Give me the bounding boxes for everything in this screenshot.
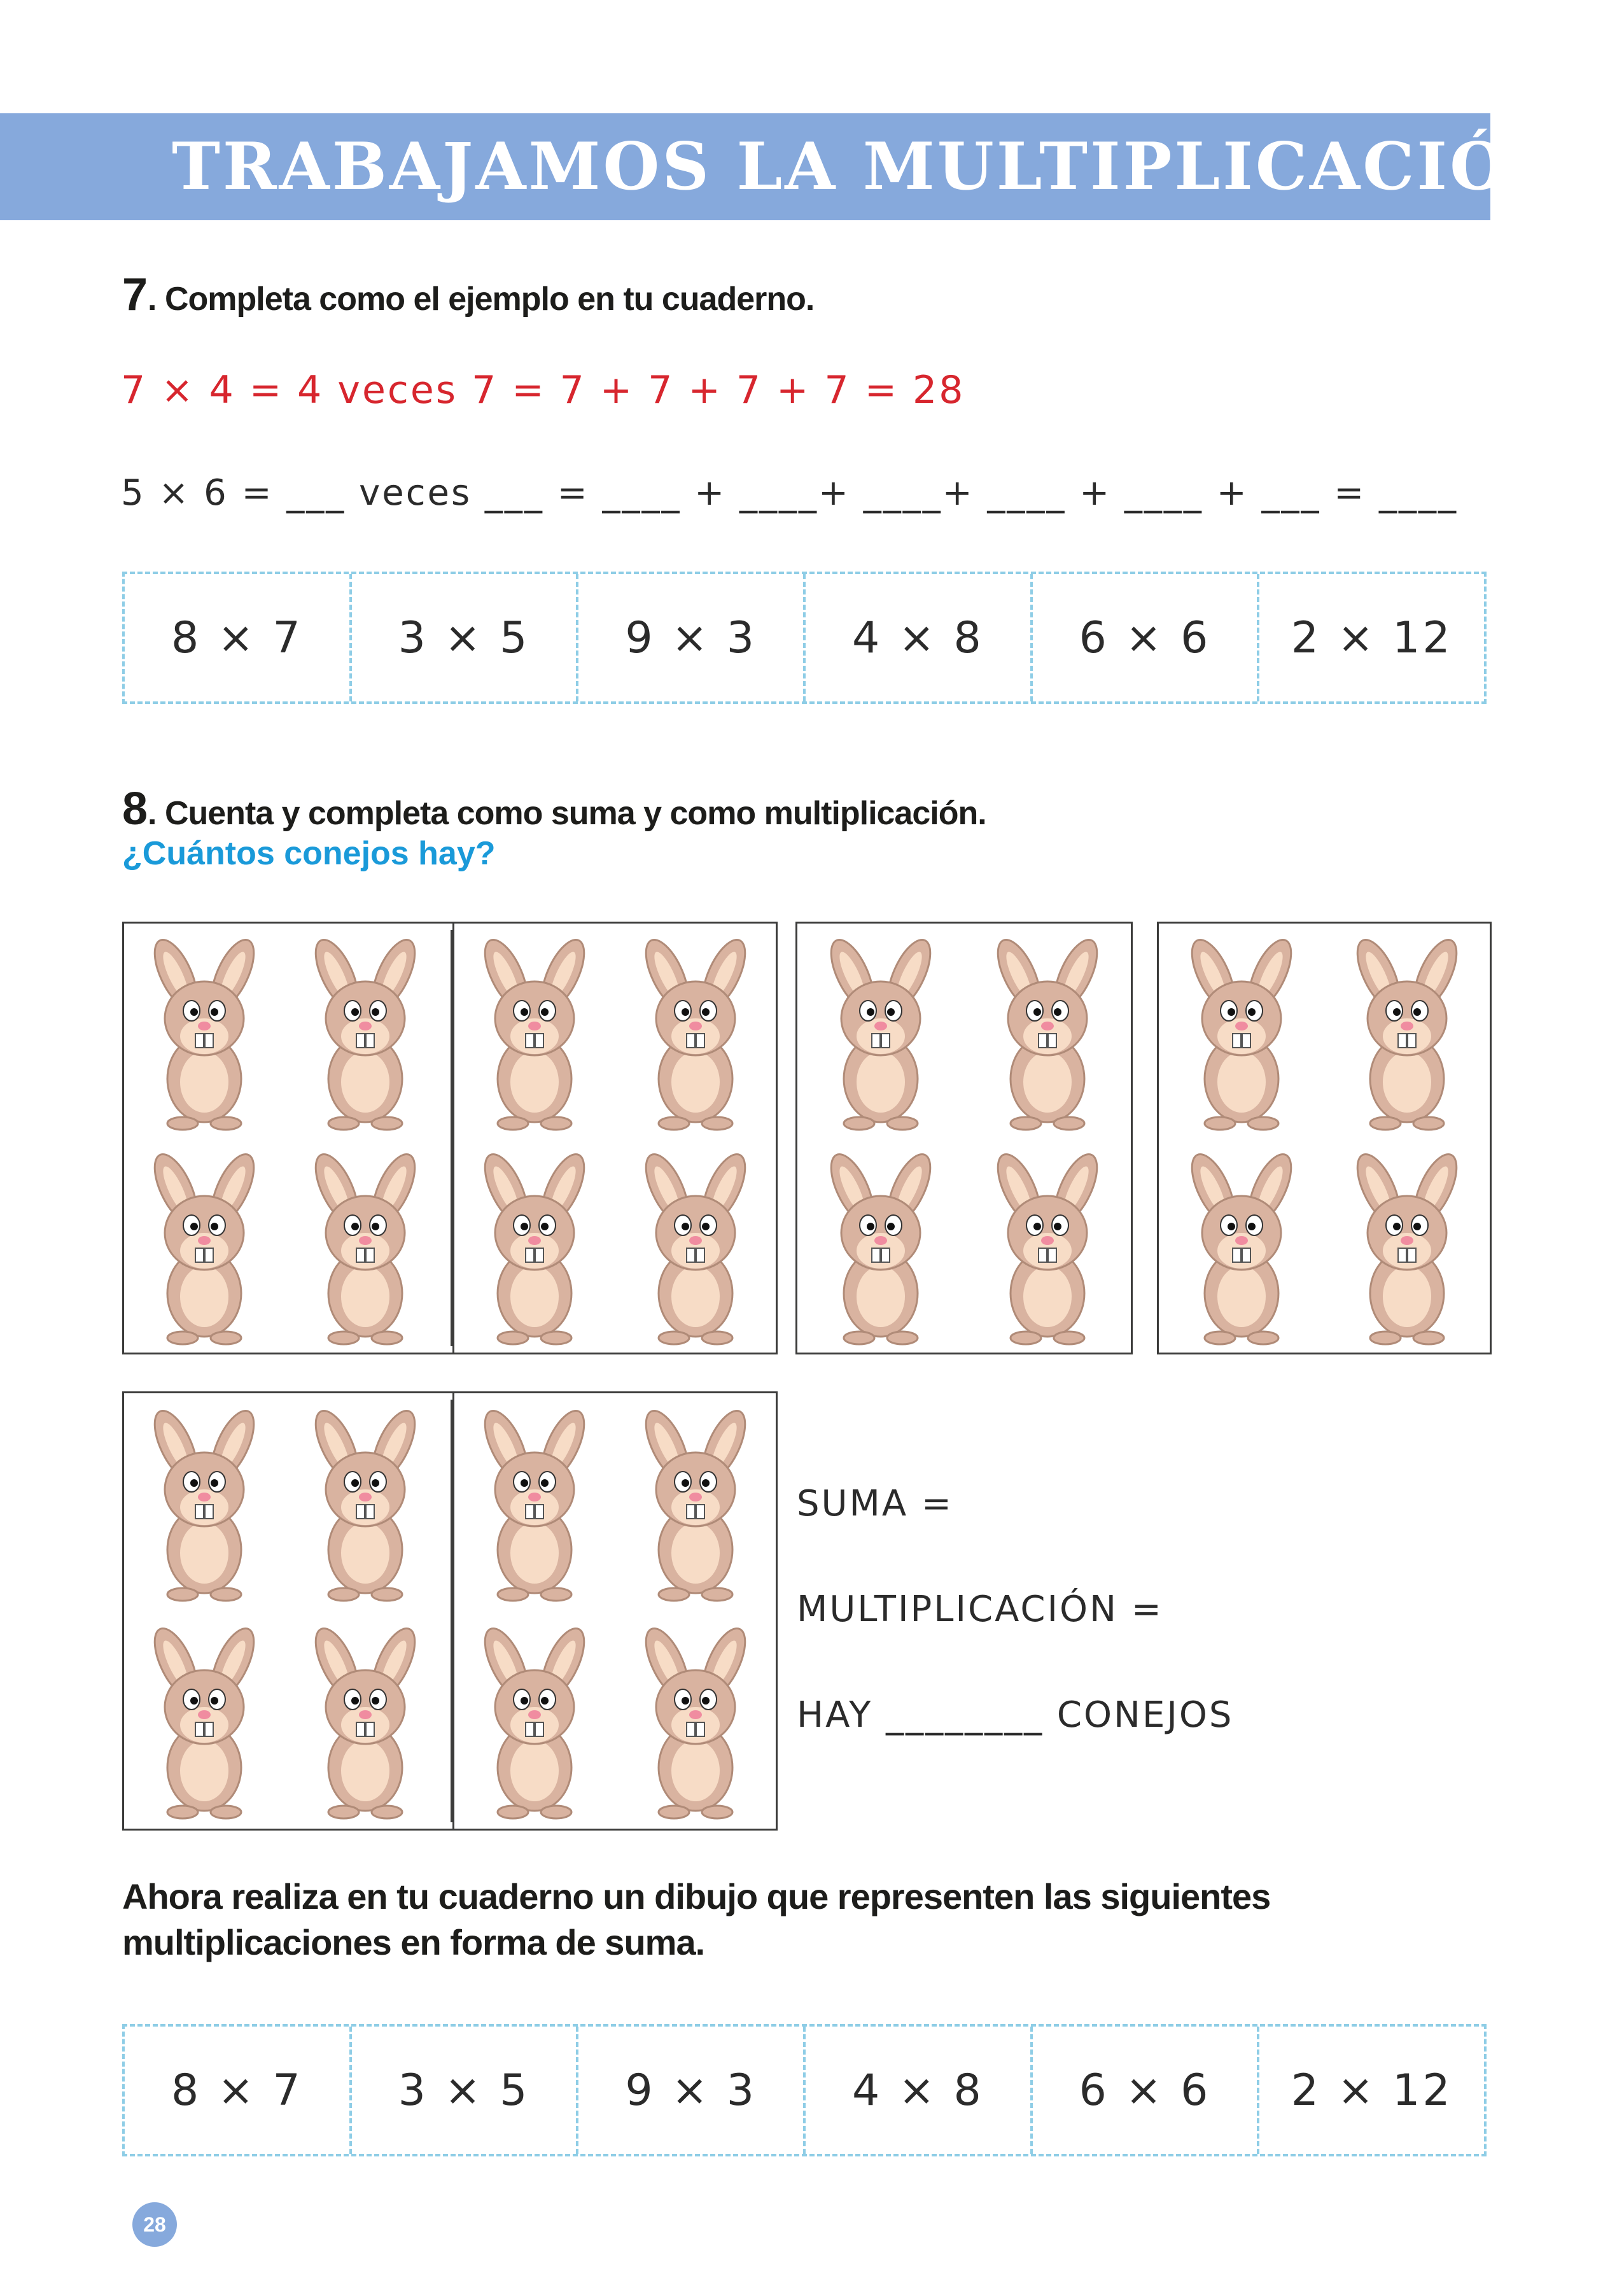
bunny-icon	[797, 924, 964, 1138]
answer-hay-conejos: HAY ________ CONEJOS	[797, 1694, 1234, 1736]
example-equation: 7 × 4 = 4 veces 7 = 7 + 7 + 7 + 7 = 28	[121, 368, 965, 412]
multiplication-cell: 4 × 8	[806, 2027, 1033, 2154]
bunny-icon	[454, 924, 615, 1138]
bunny-panel-double	[122, 1391, 778, 1831]
multiplication-cell: 6 × 6	[1033, 2027, 1260, 2154]
drawing-instruction: Ahora realiza en tu cuaderno un dibujo que representen las siguientes multiplicaciones en forma de suma.	[122, 1876, 1271, 1962]
answer-suma: SUMA =	[797, 1483, 953, 1524]
bunny-icon	[454, 1138, 615, 1353]
bunny-icon	[124, 1393, 285, 1611]
bunny-icon	[797, 1138, 964, 1353]
bunny-icon	[615, 1611, 776, 1829]
bunny-icon	[454, 1611, 615, 1829]
bunny-icon	[1159, 924, 1324, 1138]
exercise-equation: 5 × 6 = ___ veces ___ = ____ + ____+ ____+ ____ + ____ + ___ = ____	[121, 472, 1458, 514]
bunny-icon	[615, 924, 776, 1138]
question-subtitle: ¿Cuántos conejos hay?	[122, 835, 496, 872]
bunny-icon	[615, 1393, 776, 1611]
bunny-icon	[285, 1393, 446, 1611]
multiplication-grid-top	[122, 572, 1487, 704]
multiplication-grid-bottom	[122, 2024, 1487, 2156]
bunny-icon	[285, 1138, 446, 1353]
multiplication-cell: 3 × 5	[352, 574, 579, 701]
multiplication-cell: 2 × 12	[1291, 2065, 1453, 2116]
exercise-number: 7	[122, 269, 148, 320]
bunny-group	[124, 924, 446, 1353]
exercise-8-heading	[122, 780, 986, 839]
multiplication-cell: 9 × 3	[578, 2027, 806, 2154]
multiplication-cell: 6 × 6	[1033, 574, 1260, 701]
bunny-icon	[964, 924, 1131, 1138]
bunny-icon	[1324, 1138, 1490, 1353]
exercise-7-heading	[122, 266, 814, 325]
exercise-instruction: . Completa como el ejemplo en tu cuaderno.	[148, 281, 815, 318]
bunny-icon	[454, 1393, 615, 1611]
exercise-number: 8	[122, 784, 148, 834]
bunny-icon	[124, 1611, 285, 1829]
multiplication-cell: 9 × 3	[578, 574, 806, 701]
bunny-icon	[615, 1138, 776, 1353]
bunny-group	[124, 1393, 446, 1829]
bunny-icon	[1324, 924, 1490, 1138]
multiplication-cell: 3 × 5	[352, 2027, 579, 2154]
answer-multiplicacion: MULTIPLICACIÓN =	[797, 1589, 1163, 1630]
bunny-icon	[1159, 1138, 1324, 1353]
page-title: TRABAJAMOS LA MULTIPLICACIÓN	[172, 129, 1571, 205]
bunny-panel-single	[795, 922, 1133, 1354]
multiplication-cell: 4 × 8	[806, 574, 1033, 701]
bunny-icon	[964, 1138, 1131, 1353]
bunny-group	[452, 1393, 776, 1829]
page-number-badge: 28	[132, 2202, 177, 2247]
multiplication-cell: 2 × 12	[1291, 612, 1453, 663]
multiplication-cell: 8 × 7	[125, 574, 352, 701]
bunny-panel-double	[122, 922, 778, 1354]
bunny-panel-single	[1157, 922, 1492, 1354]
bunny-icon	[124, 1138, 285, 1353]
bunny-icon	[124, 924, 285, 1138]
bunny-icon	[285, 924, 446, 1138]
bunny-group	[452, 924, 776, 1353]
exercise-instruction: . Cuenta y completa como suma y como multiplicación.	[148, 795, 986, 832]
bunny-icon	[285, 1611, 446, 1829]
multiplication-cell: 8 × 7	[125, 2027, 352, 2154]
